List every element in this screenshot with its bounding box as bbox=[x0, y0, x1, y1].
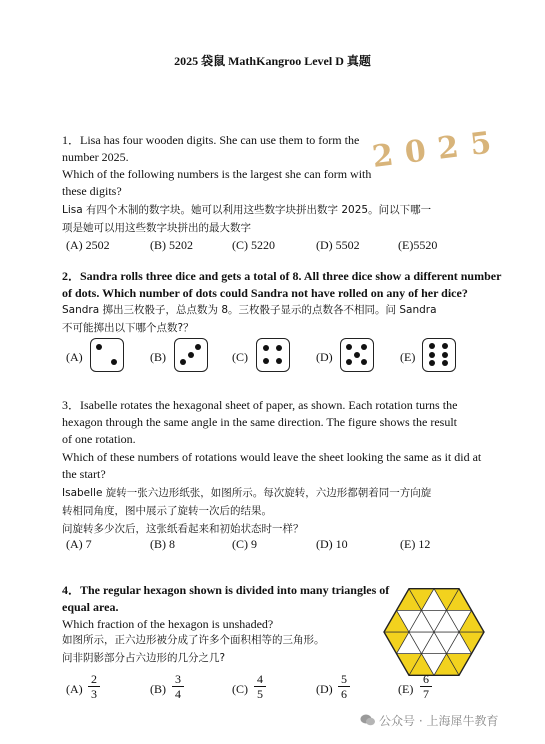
die-five-icon bbox=[340, 338, 374, 372]
q4-option-c-fraction bbox=[254, 672, 266, 701]
q1-text-en-4: these digits? bbox=[62, 184, 122, 198]
wechat-icon bbox=[360, 713, 376, 727]
q2-option-c-label: (C) bbox=[232, 350, 248, 364]
denominator: 4 bbox=[175, 687, 181, 701]
q1-option-d: (D) 5502 bbox=[316, 238, 360, 252]
q1-option-b: (B) 5202 bbox=[150, 238, 193, 252]
q4-option-e-fraction bbox=[420, 672, 432, 701]
q1-option-e: (E)5520 bbox=[398, 238, 438, 252]
die-pip bbox=[361, 359, 367, 365]
die-pip bbox=[276, 345, 282, 351]
page-title: 2025 袋鼠 MathKangroo Level D 真题 bbox=[174, 54, 371, 68]
wechat-footer-text: 公众号 · 上海犀牛教育 bbox=[379, 714, 499, 728]
q3-option-e: (E) 12 bbox=[400, 537, 431, 551]
q3-text-en-2: hexagon through the same angle in the same direction. The figure shows the result bbox=[62, 415, 458, 429]
die-pip bbox=[429, 360, 435, 366]
q2-text-cn-1: Sandra 掷出三枚骰子，总点数为 8。三枚骰子显示的点数各不相同。问 Sandra bbox=[62, 304, 437, 316]
q3-text-cn-3: 问旋转多少次后，这张纸看起来和初始状态时一样？ bbox=[62, 523, 304, 535]
die-pip bbox=[361, 344, 367, 350]
q4-option-b-fraction bbox=[172, 672, 184, 701]
question-3 bbox=[62, 397, 492, 483]
die-pip bbox=[263, 358, 269, 364]
die-pip bbox=[442, 360, 448, 366]
year-decoration: 2025 bbox=[370, 124, 506, 175]
q4-text-en-3: Which fraction of the hexagon is unshaded? bbox=[62, 617, 274, 631]
numerator: 5 bbox=[338, 672, 350, 687]
q4-text-en-2: equal area. bbox=[62, 600, 119, 614]
die-pip bbox=[429, 343, 435, 349]
q4-text-en-1: 4．The regular hexagon shown is divided into many triangles of bbox=[62, 583, 390, 597]
q3-text-en-4: Which of these numbers of rotations would leave the sheet looking the same as it did at bbox=[62, 450, 482, 464]
die-pip bbox=[263, 345, 269, 351]
q1-text-en-3: Which of the following numbers is the largest she can form with bbox=[62, 167, 372, 181]
q4-option-d-fraction bbox=[338, 672, 350, 701]
q2-dice-options bbox=[62, 338, 462, 378]
die-two-icon bbox=[90, 338, 124, 372]
q3-text-cn-2: 转相同角度，图中展示了旋转一次后的结果。 bbox=[62, 505, 272, 517]
die-pip bbox=[346, 359, 352, 365]
die-pip bbox=[195, 344, 201, 350]
q3-text-cn-1: Isabelle 旋转一张六边形纸张，如图所示。每次旋转，六边形都朝着同一方向旋 bbox=[62, 487, 432, 499]
die-pip bbox=[96, 344, 102, 350]
q4-options bbox=[62, 672, 462, 706]
q2-option-a-label: (A) bbox=[66, 350, 83, 364]
question-4 bbox=[62, 582, 392, 633]
question-2 bbox=[62, 268, 502, 302]
question-4-cn bbox=[62, 631, 392, 667]
numerator: 3 bbox=[172, 672, 184, 687]
question-1 bbox=[62, 132, 392, 200]
q4-option-b-label: (B) bbox=[150, 682, 166, 696]
q2-text-en-1: 2．Sandra rolls three dice and gets a total of 8. All three dice show a different number bbox=[62, 269, 502, 283]
q2-option-d-label: (D) bbox=[316, 350, 333, 364]
wechat-footer bbox=[360, 712, 498, 729]
hexagon-triangles bbox=[384, 589, 484, 676]
numerator: 2 bbox=[88, 672, 100, 687]
q3-text-en-5: the start? bbox=[62, 467, 106, 481]
denominator: 6 bbox=[341, 687, 347, 701]
q1-option-c: (C) 5220 bbox=[232, 238, 275, 252]
numerator: 6 bbox=[420, 672, 432, 687]
q3-option-c: (C) 9 bbox=[232, 537, 257, 551]
q4-option-e-label: (E) bbox=[398, 682, 414, 696]
q3-text-en-3: of one rotation. bbox=[62, 432, 136, 446]
question-3-cn bbox=[62, 484, 492, 538]
q2-text-cn-2: 不可能掷出以下哪个点数?？ bbox=[62, 322, 194, 334]
die-three-icon bbox=[174, 338, 208, 372]
q3-text-en-1: 3．Isabelle rotates the hexagonal sheet of paper, as shown. Each rotation turns the bbox=[62, 398, 458, 412]
die-pip bbox=[180, 359, 186, 365]
q3-option-d: (D) 10 bbox=[316, 537, 348, 551]
die-pip bbox=[354, 352, 360, 358]
q4-option-a-fraction bbox=[88, 672, 100, 701]
die-pip bbox=[429, 352, 435, 358]
q3-option-b: (B) 8 bbox=[150, 537, 175, 551]
q1-text-en-1: 1．Lisa has four wooden digits. She can use them to form the bbox=[62, 133, 360, 147]
q2-option-e-label: (E) bbox=[400, 350, 416, 364]
q3-option-a: (A) 7 bbox=[66, 537, 92, 551]
q4-option-d-label: (D) bbox=[316, 682, 333, 696]
die-four-icon bbox=[256, 338, 290, 372]
q4-option-c-label: (C) bbox=[232, 682, 248, 696]
denominator: 3 bbox=[91, 687, 97, 701]
die-pip bbox=[276, 358, 282, 364]
question-1-cn bbox=[62, 201, 492, 237]
shaded-hexagon-figure bbox=[378, 580, 490, 684]
q1-option-a: (A) 2502 bbox=[66, 238, 110, 252]
q2-text-en-2: of dots. Which number of dots could Sandra not have rolled on any of her dice? bbox=[62, 286, 468, 300]
die-pip bbox=[442, 352, 448, 358]
numerator: 4 bbox=[254, 672, 266, 687]
q2-option-b-label: (B) bbox=[150, 350, 166, 364]
denominator: 5 bbox=[257, 687, 263, 701]
q1-text-en-2: number 2025. bbox=[62, 150, 129, 164]
q4-text-cn-2: 问非阴影部分占六边形的几分之几? bbox=[62, 652, 226, 664]
die-pip bbox=[188, 352, 194, 358]
q4-text-cn-1: 如图所示，正六边形被分成了许多个面积相等的三角形。 bbox=[62, 634, 325, 646]
die-pip bbox=[442, 343, 448, 349]
denominator: 7 bbox=[423, 687, 429, 701]
q1-text-cn-2: 项是她可以用这些数字块拼出的最大数字 bbox=[62, 222, 251, 234]
q4-option-a-label: (A) bbox=[66, 682, 83, 696]
die-pip bbox=[346, 344, 352, 350]
question-2-cn bbox=[62, 301, 492, 337]
die-six-icon bbox=[422, 338, 456, 372]
die-pip bbox=[111, 359, 117, 365]
q1-text-cn-1: Lisa 有四个木制的数字块。她可以利用这些数字块拼出数字 2025。问以下哪一 bbox=[62, 204, 432, 216]
